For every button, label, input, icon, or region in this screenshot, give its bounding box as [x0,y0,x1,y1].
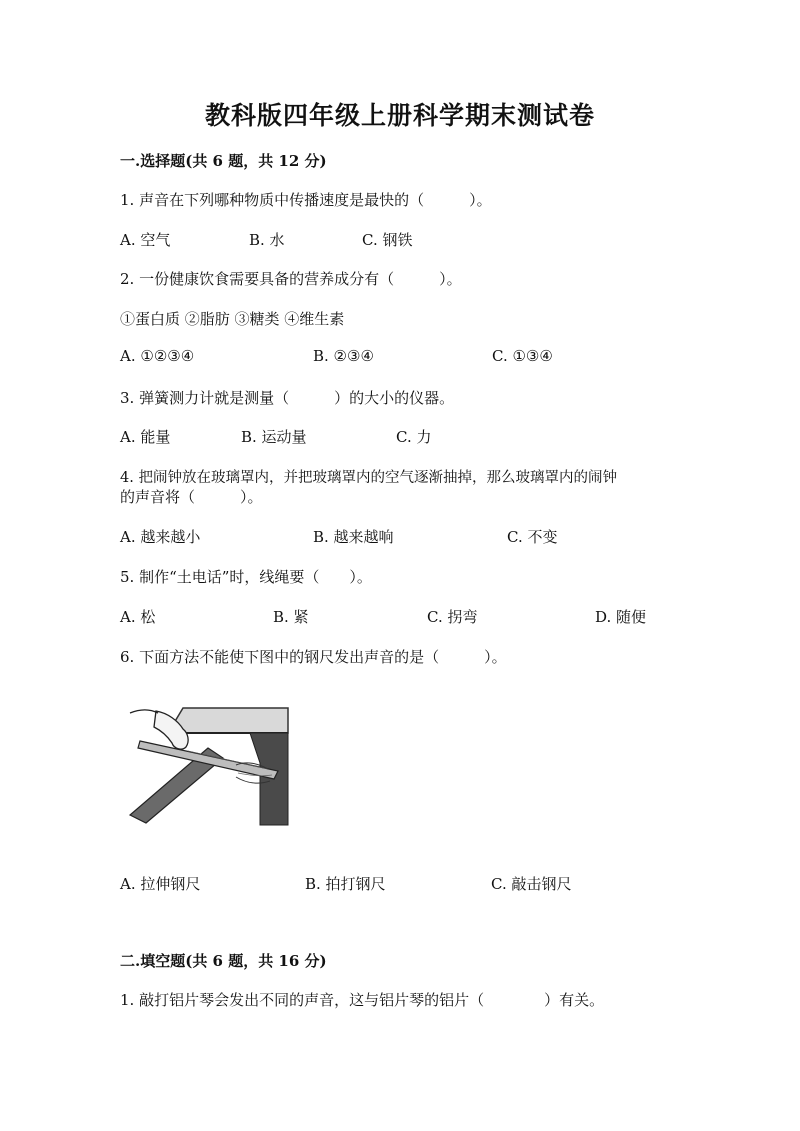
section-heading-fill-in: 二.填空题(共 6 题，共 16 分) [120,952,327,970]
question-6: 6. 下面方法不能使下图中的钢尺发出声音的是（ ）。 [120,648,507,666]
q6-option-c: C. 敲击钢尺 [491,875,572,893]
question-4-line-1: 4. 把闹钟放在玻璃罩内，并把玻璃罩内的空气逐渐抽掉，那么玻璃罩内的闹钟 [120,470,617,486]
question-3: 3. 弹簧测力计就是测量（ ）的大小的仪器。 [120,389,455,407]
q2-option-a: A. ①②③④ [120,347,195,365]
fill-question-1: 1. 敲打铝片琴会发出不同的声音，这与铝片琴的铝片（ ）有关。 [120,991,605,1009]
q6-option-a: A. 拉伸钢尺 [120,875,201,893]
q3-option-a: A. 能量 [120,428,171,446]
q4-option-a: A. 越来越小 [120,528,201,546]
q1-option-b: B. 水 [249,231,285,249]
q1-option-a: A. 空气 [120,231,171,249]
q2-option-b: B. ②③④ [313,347,374,365]
question-1: 1. 声音在下列哪种物质中传播速度是最快的（ ）。 [120,191,492,209]
q2-items: ①蛋白质 ②脂肪 ③糖类 ④维生素 [120,310,345,328]
q4-option-c: C. 不变 [507,528,558,546]
question-4-line-2: 的声音将（ ）。 [120,488,263,506]
question-5: 5. 制作“土电话”时，线绳要（ ）。 [120,568,372,586]
section-heading-choice: 一.选择题(共 6 题，共 12 分) [120,152,327,170]
q3-option-b: B. 运动量 [241,428,307,446]
steel-ruler-figure [128,703,290,828]
q5-option-b: B. 紧 [273,608,309,626]
question-2: 2. 一份健康饮食需要具备的营养成分有（ ）。 [120,270,462,288]
q2-option-c: C. ①③④ [492,347,553,365]
q4-option-b: B. 越来越响 [313,528,394,546]
q5-option-c: C. 拐弯 [427,608,478,626]
q6-option-b: B. 拍打钢尺 [305,875,386,893]
q1-option-c: C. 钢铁 [362,231,413,249]
q5-option-d: D. 随便 [595,608,647,626]
q5-option-a: A. 松 [120,608,156,626]
page-title: 教科版四年级上册科学期末测试卷 [204,101,595,130]
q3-option-c: C. 力 [396,428,432,446]
